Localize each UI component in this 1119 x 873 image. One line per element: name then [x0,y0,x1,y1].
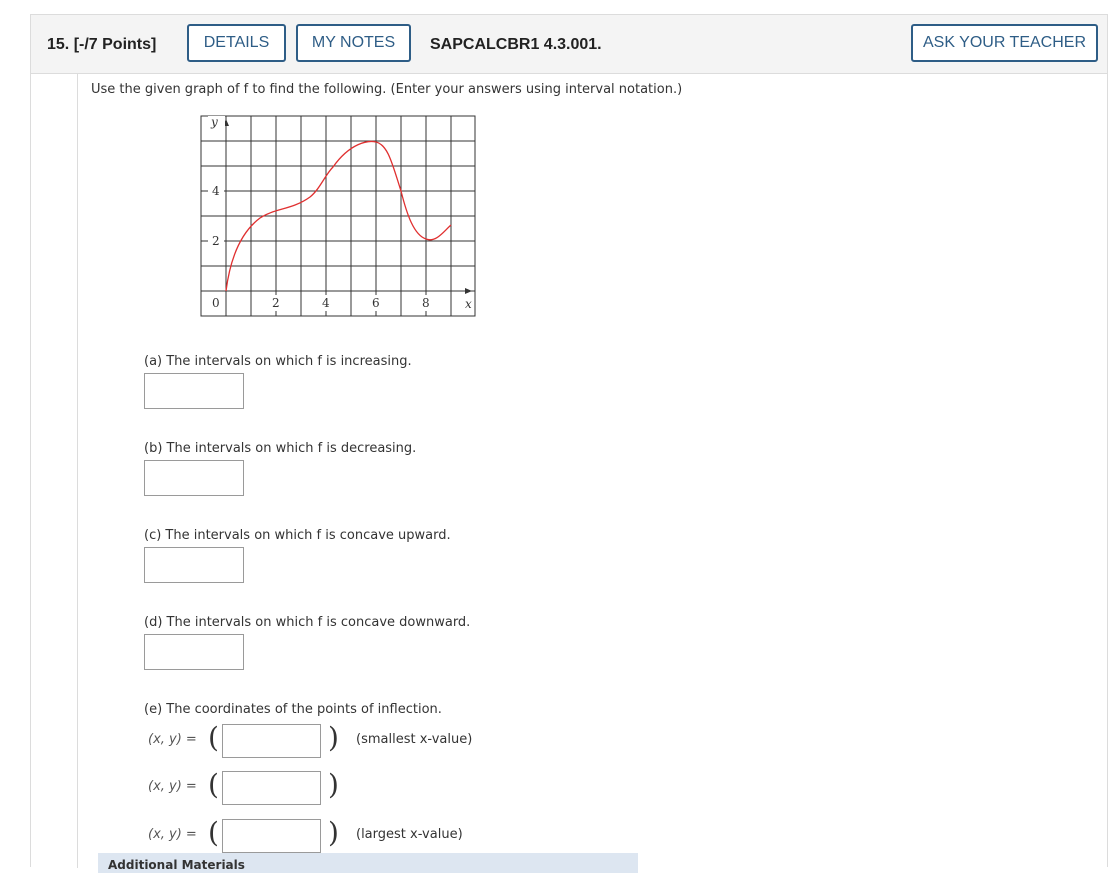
inflection-point-2-input[interactable] [222,771,321,805]
inflection-point-3-input[interactable] [222,819,321,853]
open-paren: ( [208,721,219,754]
details-button[interactable]: DETAILS [187,24,286,62]
question-body [77,74,1108,872]
close-paren: ) [328,721,339,754]
x-tick-label: 2 [272,296,280,310]
y-tick-label: 2 [212,234,220,248]
question-card [30,14,1108,872]
close-paren: ) [328,768,339,801]
additional-materials-bar[interactable]: Additional Materials [98,853,638,873]
ask-your-teacher-button[interactable]: ASK YOUR TEACHER [911,24,1098,62]
x-tick-label: 6 [372,296,380,310]
instructions-text: Use the given graph of f to find the following. (Enter your answers using interval notation.) [91,82,683,97]
y-axis-label: y [211,115,218,129]
close-paren: ) [328,816,339,849]
x-axis-label: x [465,297,472,311]
graph-grid [201,116,475,316]
question-header [31,15,1107,74]
function-graph [200,115,476,317]
part-d-answer-input[interactable] [144,634,244,670]
y-tick-label: 4 [212,184,220,198]
inflection-point-1-input[interactable] [222,724,321,758]
x-axis-arrow-icon [465,288,472,294]
open-paren: ( [208,768,219,801]
x-tick-label: 8 [422,296,430,310]
part-c-answer-input[interactable] [144,547,244,583]
part-d-label: (d) The intervals on which f is concave downward. [144,615,471,630]
smallest-x-note: (smallest x-value) [356,732,473,747]
coord-label: (x, y) = [148,827,197,842]
question-number: 15. [-/7 Points] [47,36,157,53]
coord-label: (x, y) = [148,732,197,747]
part-e-label: (e) The coordinates of the points of inflection. [144,702,442,717]
question-code: SAPCALCBR1 4.3.001. [430,36,602,53]
my-notes-button[interactable]: MY NOTES [296,24,411,62]
part-c-label: (c) The intervals on which f is concave upward. [144,528,451,543]
part-b-answer-input[interactable] [144,460,244,496]
coord-label: (x, y) = [148,779,197,794]
part-a-label: (a) The intervals on which f is increasing. [144,354,412,369]
open-paren: ( [208,816,219,849]
largest-x-note: (largest x-value) [356,827,463,842]
part-b-label: (b) The intervals on which f is decreasing. [144,441,417,456]
x-tick-label: 4 [322,296,330,310]
origin-label: 0 [212,296,220,310]
part-a-answer-input[interactable] [144,373,244,409]
